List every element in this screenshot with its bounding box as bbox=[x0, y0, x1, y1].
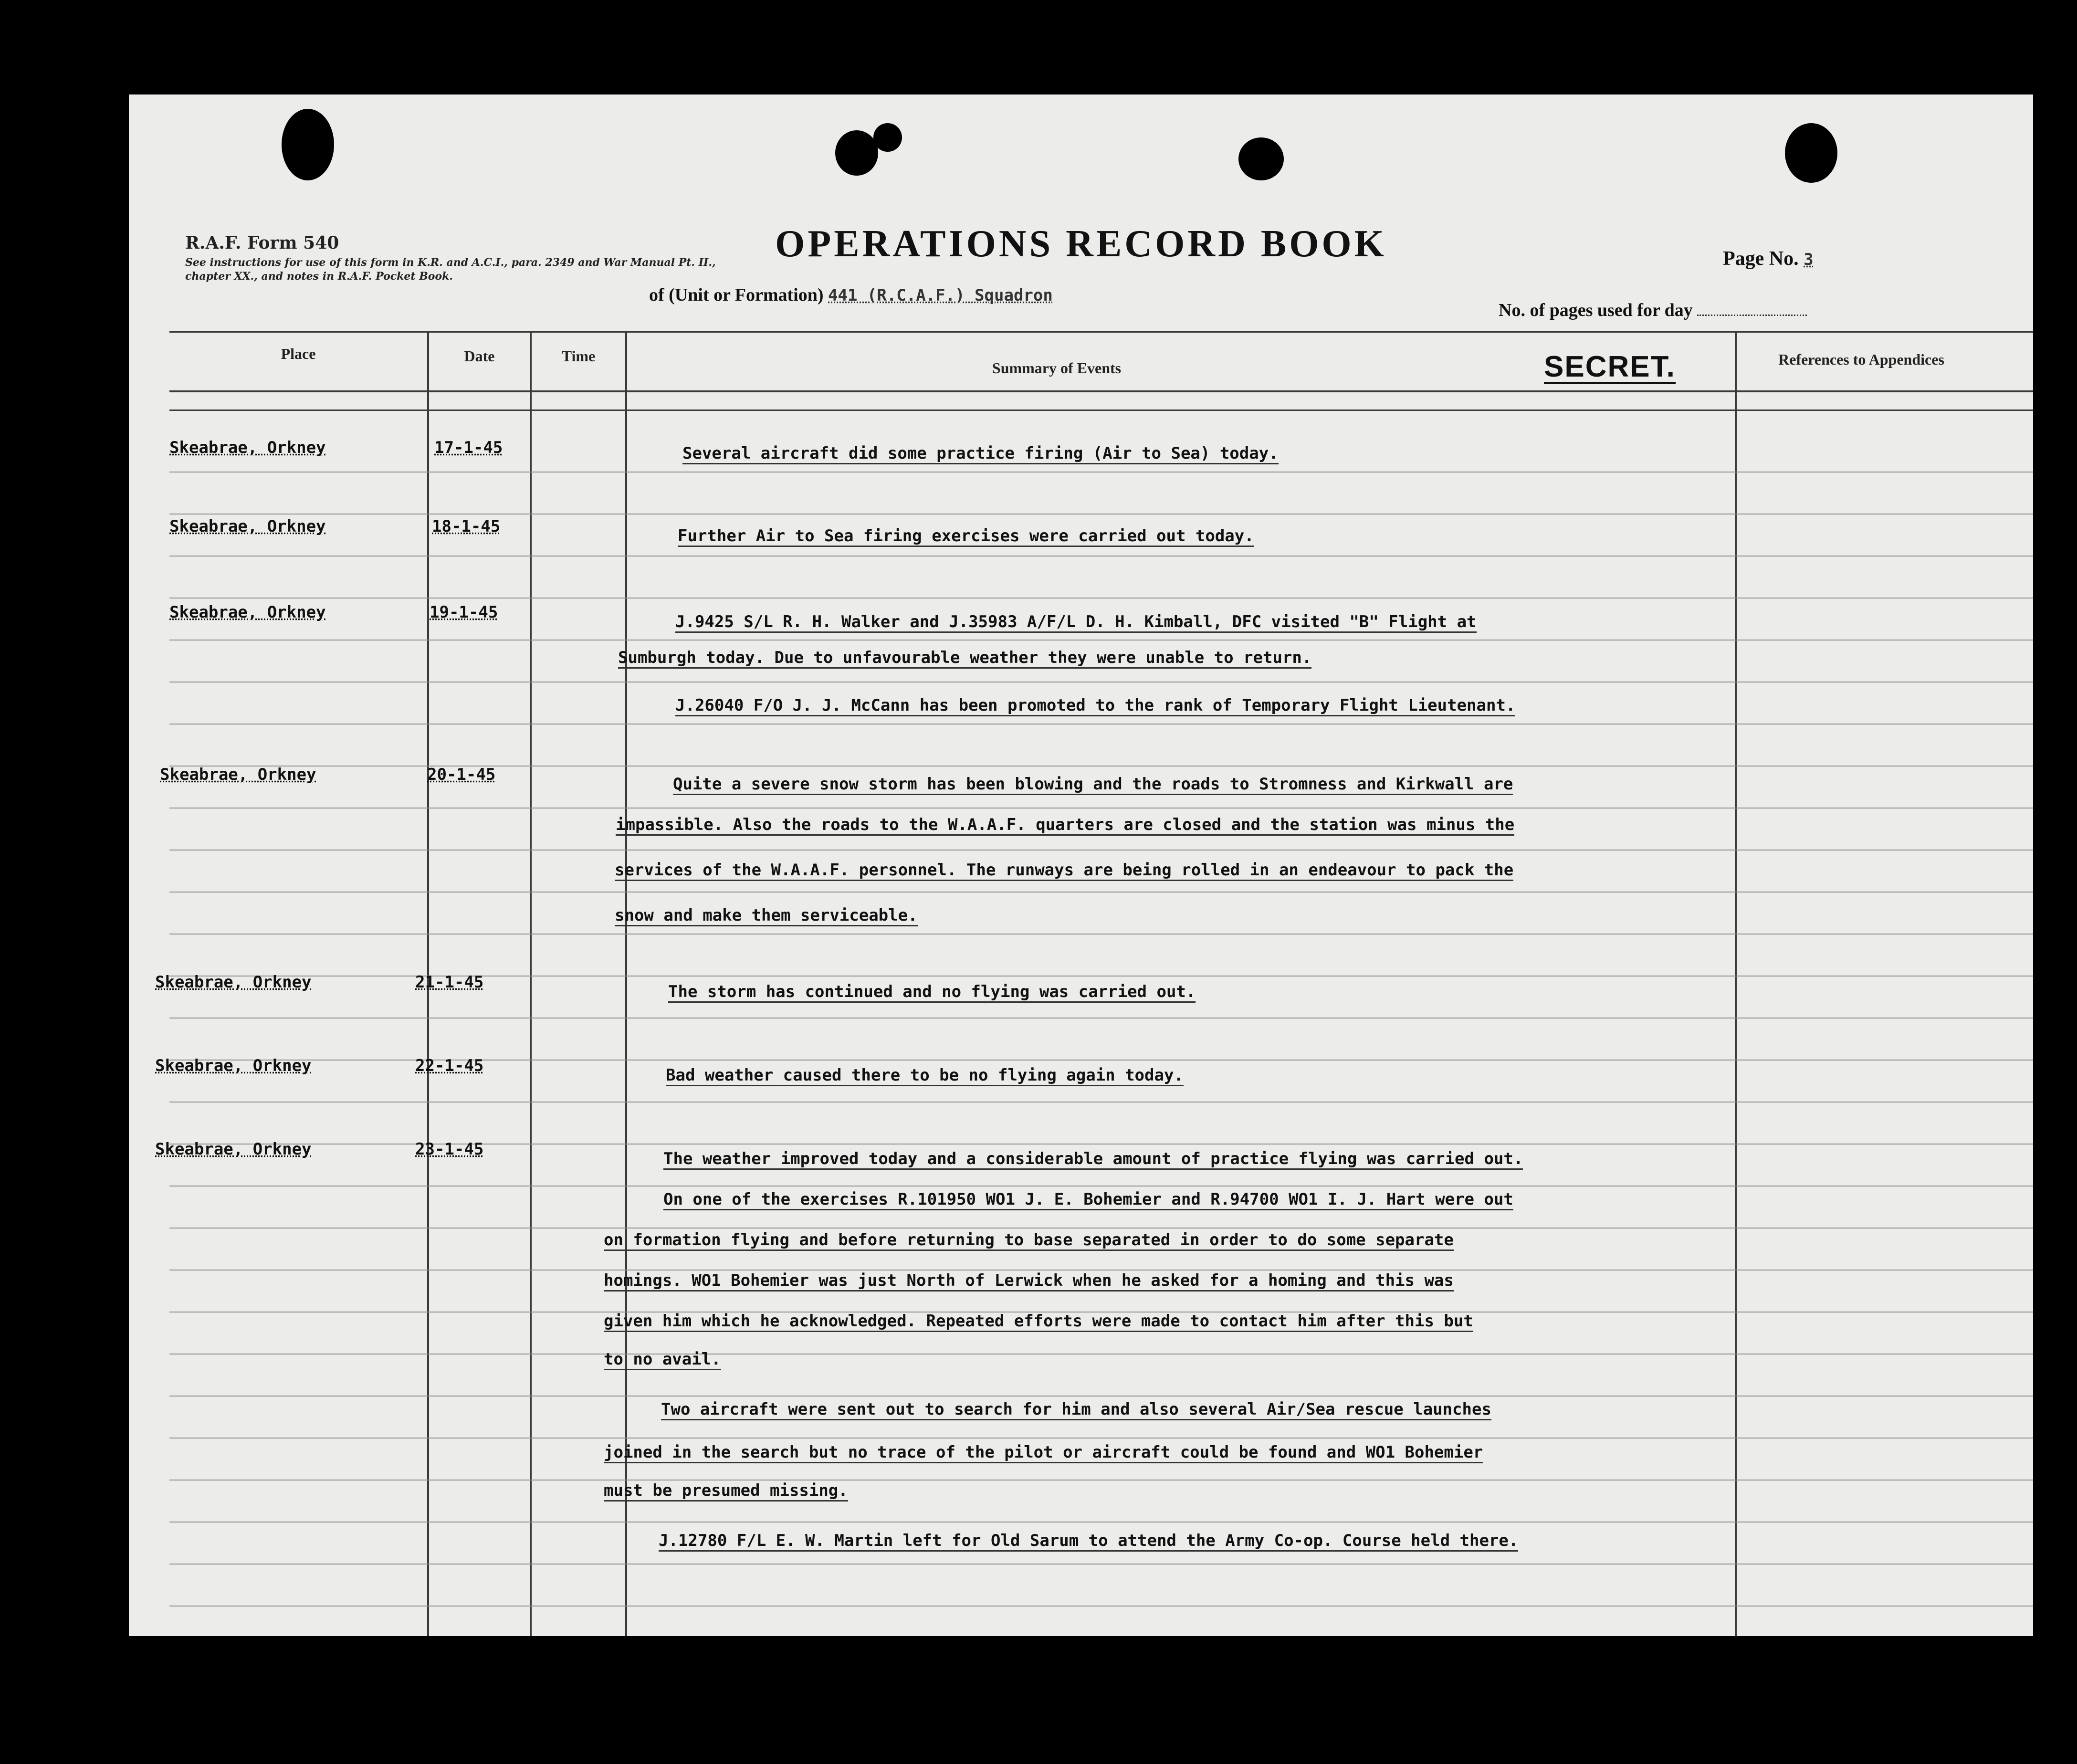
entry-text-line: joined in the search but no trace of the pilot or aircraft could be found and WO1 Bohemier bbox=[604, 1443, 1483, 1463]
entry-text-line: must be presumed missing. bbox=[604, 1481, 848, 1502]
entry-text-line: snow and make them serviceable. bbox=[615, 906, 918, 926]
entry-text-line: J.12780 F/L E. W. Martin left for Old Sarum to attend the Army Co-op. Course held there. bbox=[659, 1531, 1518, 1552]
col-divider-summary bbox=[1735, 331, 1737, 1636]
entry-text-line: impassible. Also the roads to the W.A.A.F. quarters are closed and the station was minus the bbox=[616, 815, 1514, 836]
entry-text-line: On one of the exercises R.101950 WO1 J. E. Bohemier and R.94700 WO1 I. J. Hart were out bbox=[663, 1190, 1513, 1210]
entry-date: 17-1-45 bbox=[434, 438, 503, 457]
binder-hole-center-c bbox=[1238, 137, 1284, 180]
col-header-place: Place bbox=[281, 345, 316, 362]
entry-text-line: The weather improved today and a considerable amount of practice flying was carried out. bbox=[663, 1149, 1523, 1170]
entry-date: 23-1-45 bbox=[415, 1140, 484, 1159]
classification-stamp: SECRET. bbox=[1544, 350, 1676, 383]
entry-place: Skeabrae, Orkney bbox=[155, 1140, 312, 1159]
entry-date: 19-1-45 bbox=[430, 603, 498, 622]
col-header-time: Time bbox=[561, 347, 596, 365]
unit-value: 441 (R.C.A.F.) Squadron bbox=[828, 286, 1053, 305]
entry-date: 22-1-45 bbox=[415, 1056, 484, 1075]
form-instructions: See instructions for use of this form in K.R. and A.C.I., para. 2349 and War Manual Pt. II., chapter XX., and notes in R.A.F. Pocket Book. bbox=[185, 256, 716, 283]
page-title: OPERATIONS RECORD BOOK bbox=[775, 223, 1387, 265]
entry-date: 20-1-45 bbox=[427, 765, 496, 784]
col-divider-date bbox=[530, 331, 532, 1636]
table-top-border bbox=[169, 331, 2033, 333]
binder-hole-left bbox=[282, 109, 334, 180]
entry-text-line: homings. WO1 Bohemier was just North of Lerwick when he asked for a homing and this was bbox=[604, 1271, 1454, 1292]
entry-place: Skeabrae, Orkney bbox=[169, 517, 326, 536]
entry-place: Skeabrae, Orkney bbox=[155, 1056, 312, 1075]
col-header-references: References to Appendices bbox=[1778, 351, 1944, 368]
entry-text-line: J.26040 F/O J. J. McCann has been promoted to the rank of Temporary Flight Lieutenant. bbox=[675, 696, 1515, 716]
pages-used-label: No. of pages used for day bbox=[1499, 300, 1693, 320]
binder-hole-center-b bbox=[873, 123, 902, 152]
entry-text-line: Two aircraft were sent out to search for him and also several Air/Sea rescue launches bbox=[661, 1400, 1491, 1420]
col-divider-time bbox=[625, 331, 627, 1636]
entry-text-line: Bad weather caused there to be no flying again today. bbox=[666, 1066, 1184, 1086]
entry-text-line: J.9425 S/L R. H. Walker and J.35983 A/F/L D. H. Kimball, DFC visited "B" Flight at bbox=[675, 612, 1477, 633]
entry-text-line: on formation flying and before returning to base separated in order to do some separate bbox=[604, 1230, 1454, 1251]
unit-label: of (Unit or Formation) bbox=[649, 285, 824, 305]
col-header-date: Date bbox=[464, 347, 495, 365]
entry-text-line: services of the W.A.A.F. personnel. The runways are being rolled in an endeavour to pack the bbox=[615, 861, 1513, 881]
header-divider-lower bbox=[169, 410, 2033, 411]
binder-hole-right bbox=[1785, 123, 1837, 183]
entry-text-line: The storm has continued and no flying was carried out. bbox=[668, 982, 1196, 1003]
entry-date: 18-1-45 bbox=[432, 517, 501, 536]
entry-place: Skeabrae, Orkney bbox=[169, 603, 326, 622]
entry-date: 21-1-45 bbox=[415, 973, 484, 992]
page-number-value: 3 bbox=[1804, 250, 1814, 269]
pages-used-field bbox=[1499, 300, 1807, 321]
pages-used-blank bbox=[1697, 301, 1807, 316]
entry-place: Skeabrae, Orkney bbox=[155, 973, 312, 992]
page-number bbox=[1723, 247, 1814, 270]
header-divider bbox=[169, 390, 2033, 392]
page-number-label: Page No. bbox=[1723, 248, 1799, 270]
entry-text-line: Quite a severe snow storm has been blowing and the roads to Stromness and Kirkwall are bbox=[673, 775, 1513, 795]
entry-place: Skeabrae, Orkney bbox=[169, 438, 326, 457]
entry-place: Skeabrae, Orkney bbox=[160, 765, 316, 784]
unit-line bbox=[649, 284, 1053, 305]
entry-text-line: Sumburgh today. Due to unfavourable weather they were unable to return. bbox=[618, 648, 1311, 669]
record-sheet bbox=[129, 94, 2033, 1636]
col-header-summary: Summary of Events bbox=[992, 359, 1122, 377]
entry-text-line: Several aircraft did some practice firing (Air to Sea) today. bbox=[682, 444, 1279, 464]
entry-text-line: to no avail. bbox=[604, 1350, 721, 1370]
entry-text-line: Further Air to Sea firing exercises were carried out today. bbox=[678, 526, 1254, 547]
binder-hole-center-a bbox=[835, 130, 878, 176]
form-name: R.A.F. Form 540 bbox=[185, 233, 339, 253]
entry-text-line: given him which he acknowledged. Repeated efforts were made to contact him after this but bbox=[604, 1312, 1473, 1332]
